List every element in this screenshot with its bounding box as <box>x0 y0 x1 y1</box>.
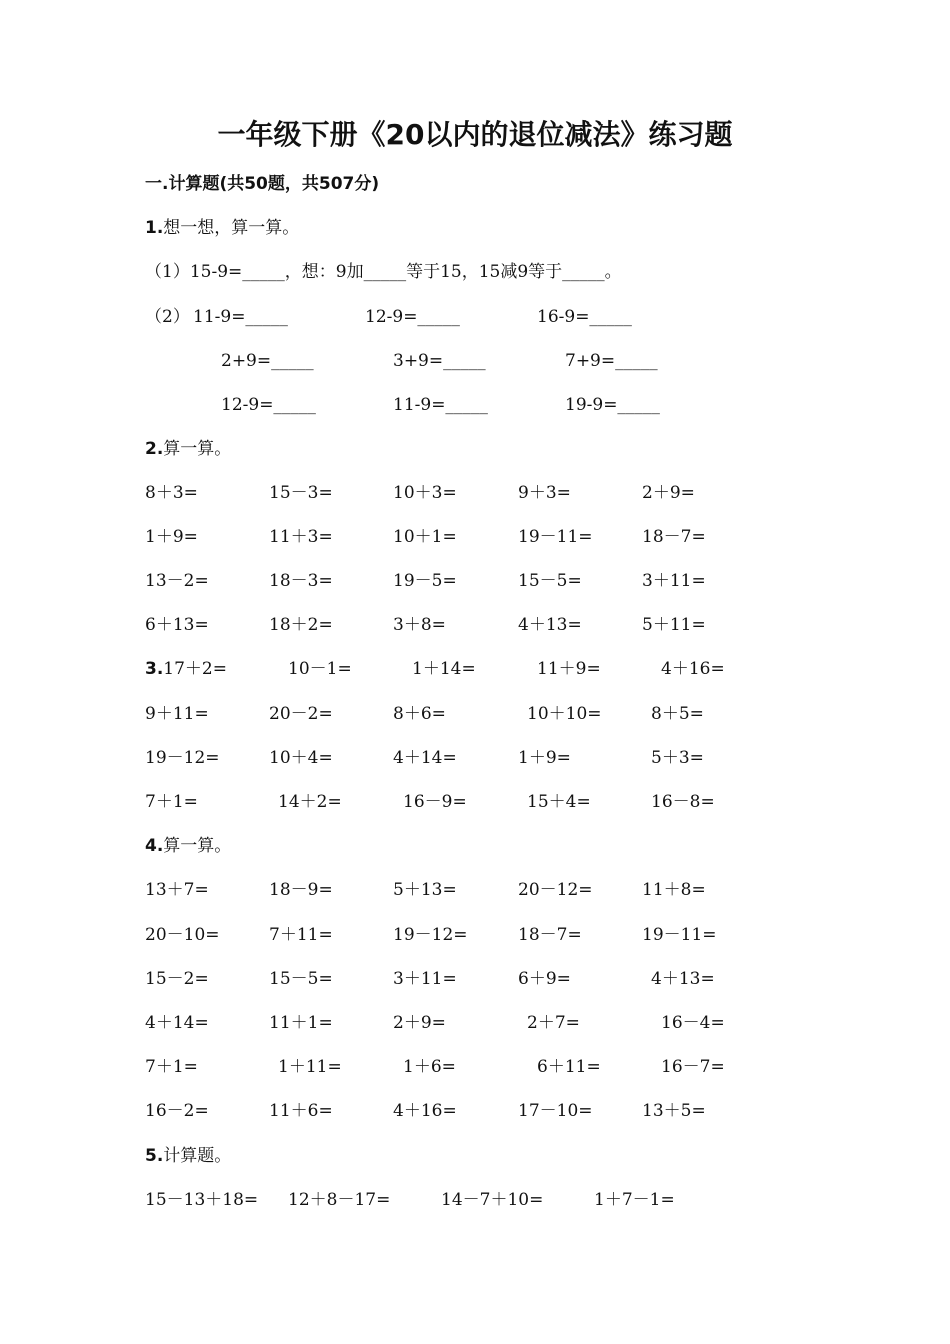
q3-problem-first <box>145 659 227 679</box>
q4-problem: 11＋8= <box>642 880 706 900</box>
q4-problem: 3＋11= <box>393 969 457 989</box>
q3-problem: 1＋9= <box>518 748 571 768</box>
q4-problem: 1＋11= <box>278 1057 342 1077</box>
question-4-heading <box>145 836 231 856</box>
q2-problem: 13－2= <box>145 571 209 591</box>
q2-problem: 15－3= <box>269 483 333 503</box>
q1-problem: 11-9=_____ <box>193 307 288 327</box>
q3-problem: 8＋5= <box>651 704 704 724</box>
q3-problem: 17＋2= <box>163 659 227 679</box>
question-2-heading <box>145 439 231 459</box>
q2-problem: 9＋3= <box>518 483 571 503</box>
q3-problem: 20－2= <box>269 704 333 724</box>
q4-problem: 6＋9= <box>518 969 571 989</box>
q1-problem: 7+9=_____ <box>565 351 658 371</box>
q3-problem: 5＋3= <box>651 748 704 768</box>
q4-problem: 4＋16= <box>393 1101 457 1121</box>
q4-problem: 1＋6= <box>403 1057 456 1077</box>
q2-problem: 3＋8= <box>393 615 446 635</box>
q3-problem: 15＋4= <box>527 792 591 812</box>
q2-problem: 4＋13= <box>518 615 582 635</box>
q1-part-2-label: （2） <box>145 307 190 327</box>
question-text: 算一算。 <box>163 439 232 459</box>
q4-problem: 16－4= <box>661 1013 725 1033</box>
q4-problem: 20－10= <box>145 925 220 945</box>
q4-problem: 20－12= <box>518 880 593 900</box>
q3-problem: 19－12= <box>145 748 220 768</box>
q4-problem: 4＋13= <box>651 969 715 989</box>
q1-problem: 12-9=_____ <box>365 307 460 327</box>
q4-problem: 18－9= <box>269 880 333 900</box>
section-heading: 一.计算题(共50题，共507分) <box>145 174 380 194</box>
q4-problem: 19－11= <box>642 925 717 945</box>
question-text: 想一想，算一算。 <box>163 218 300 238</box>
q2-problem: 11＋3= <box>269 527 333 547</box>
q2-problem: 2＋9= <box>642 483 695 503</box>
question-5-heading <box>145 1146 231 1166</box>
q2-problem: 10＋3= <box>393 483 457 503</box>
q3-problem: 10＋4= <box>269 748 333 768</box>
q3-problem: 4＋16= <box>661 659 725 679</box>
question-number: 2. <box>145 439 164 459</box>
q1-problem: 11-9=_____ <box>393 395 488 415</box>
question-1-heading <box>145 218 299 238</box>
q5-problem: 12＋8－17= <box>288 1190 391 1210</box>
q2-problem: 10＋1= <box>393 527 457 547</box>
q2-problem: 15－5= <box>518 571 582 591</box>
q4-problem: 16－7= <box>661 1057 725 1077</box>
q1-problem: 3+9=_____ <box>393 351 486 371</box>
q2-problem: 18＋2= <box>269 615 333 635</box>
q3-problem: 9＋11= <box>145 704 209 724</box>
question-text: 算一算。 <box>163 836 232 856</box>
q2-problem: 6＋13= <box>145 615 209 635</box>
q4-problem: 11＋6= <box>269 1101 333 1121</box>
question-number: 3. <box>145 659 164 679</box>
q1-problem: 19-9=_____ <box>565 395 660 415</box>
q4-problem: 13＋7= <box>145 880 209 900</box>
q2-problem: 18－3= <box>269 571 333 591</box>
q4-problem: 7＋1= <box>145 1057 198 1077</box>
q3-problem: 11＋9= <box>537 659 601 679</box>
q1-problem: 12-9=_____ <box>221 395 316 415</box>
q2-problem: 3＋11= <box>642 571 706 591</box>
q3-problem: 10＋10= <box>527 704 602 724</box>
q4-problem: 6＋11= <box>537 1057 601 1077</box>
q5-problem: 14－7＋10= <box>441 1190 544 1210</box>
q4-problem: 15－2= <box>145 969 209 989</box>
q2-problem: 19－11= <box>518 527 593 547</box>
q4-problem: 18－7= <box>518 925 582 945</box>
q4-problem: 19－12= <box>393 925 468 945</box>
q4-problem: 16－2= <box>145 1101 209 1121</box>
q4-problem: 17－10= <box>518 1101 593 1121</box>
q3-problem: 1＋14= <box>412 659 476 679</box>
q4-problem: 13＋5= <box>642 1101 706 1121</box>
page-title: 一年级下册《20以内的退位减法》练习题 <box>217 118 733 151</box>
q1-problem: 16-9=_____ <box>537 307 632 327</box>
question-number: 1. <box>145 218 164 238</box>
q4-problem: 4＋14= <box>145 1013 209 1033</box>
q4-problem: 5＋13= <box>393 880 457 900</box>
q3-problem: 16－9= <box>403 792 467 812</box>
q2-problem: 1＋9= <box>145 527 198 547</box>
q4-problem: 2＋7= <box>527 1013 580 1033</box>
q5-problem: 15－13＋18= <box>145 1190 259 1210</box>
q1-part-1: （1）15-9=_____，想：9加_____等于15，15减9等于_____。 <box>145 262 622 282</box>
q2-problem: 18－7= <box>642 527 706 547</box>
q4-problem: 7＋11= <box>269 925 333 945</box>
q4-problem: 11＋1= <box>269 1013 333 1033</box>
q3-problem: 14＋2= <box>278 792 342 812</box>
question-number: 5. <box>145 1146 164 1166</box>
q3-problem: 4＋14= <box>393 748 457 768</box>
question-text: 计算题。 <box>163 1146 232 1166</box>
q3-problem: 7＋1= <box>145 792 198 812</box>
q2-problem: 5＋11= <box>642 615 706 635</box>
q1-problem: 2+9=_____ <box>221 351 314 371</box>
q3-problem: 8＋6= <box>393 704 446 724</box>
question-number: 4. <box>145 836 164 856</box>
q4-problem: 15－5= <box>269 969 333 989</box>
q4-problem: 2＋9= <box>393 1013 446 1033</box>
q2-problem: 8＋3= <box>145 483 198 503</box>
q5-problem: 1＋7－1= <box>594 1190 675 1210</box>
q3-problem: 10－1= <box>288 659 352 679</box>
q3-problem: 16－8= <box>651 792 715 812</box>
q2-problem: 19－5= <box>393 571 457 591</box>
